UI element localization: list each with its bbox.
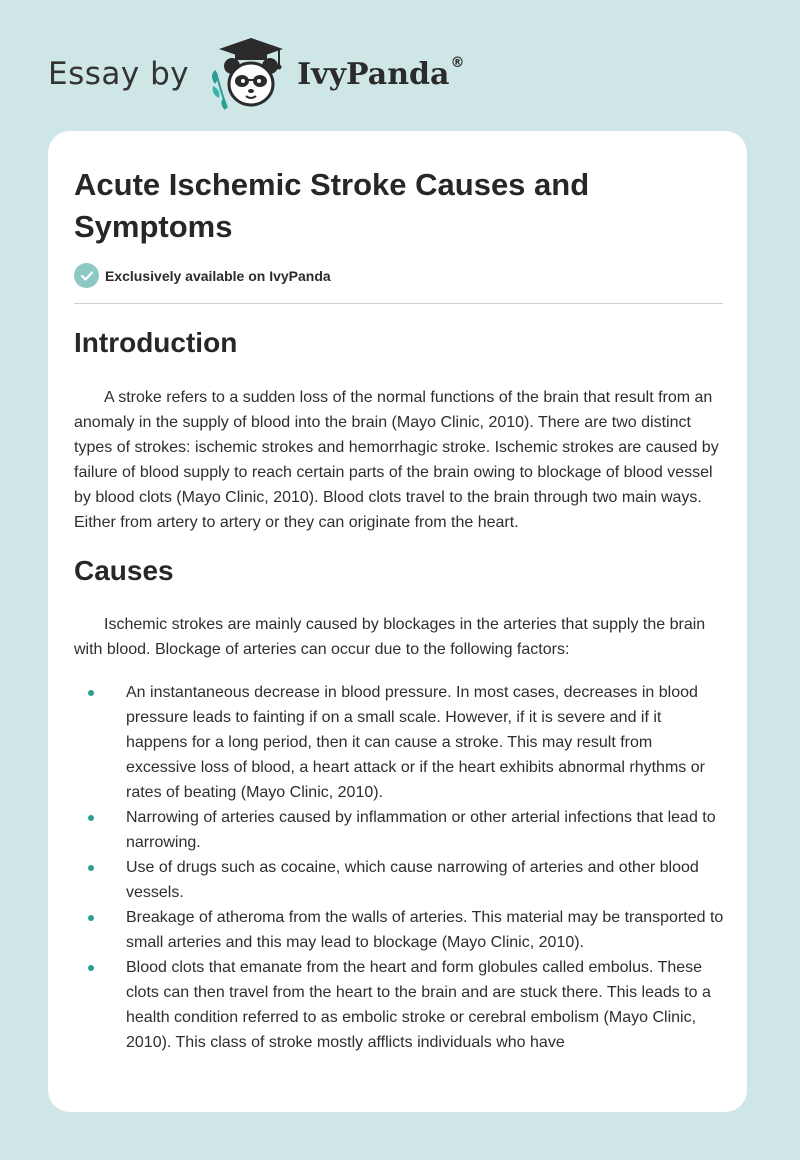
- causes-paragraph: Ischemic strokes are mainly caused by blockages in the arteries that supply the brain with blood. Blockage of arteries can occur due to the following factors:: [74, 616, 706, 658]
- section-heading-causes: Causes: [74, 555, 174, 586]
- panda-logo-icon[interactable]: [207, 36, 291, 112]
- page-title: Acute Ischemic Stroke Causes and Symptoms: [74, 167, 590, 244]
- bullet-icon: [88, 815, 94, 821]
- bullet-icon: [88, 690, 94, 696]
- causes-list: [74, 680, 724, 1055]
- bullet-icon: [88, 865, 94, 871]
- list-item: Narrowing of arteries caused by inflammation or other arterial infections that lead to narrowing.: [74, 805, 724, 855]
- introduction-paragraph: A stroke refers to a sudden loss of the normal functions of the brain that result from an anomaly in the supply of blood into the brain (Mayo Clinic, 2010). There are two distinct types of strokes: ischemic strokes and hemorrhagic stroke. Ischemic strokes are caused by failure of blood supply to reach certain parts of the brain owing to blockage of blood vessel by blood clots (Mayo Clinic, 2010). Blood clots travel to the brain through two main ways. Either from artery to artery or they can originate from the heart.: [74, 389, 719, 531]
- essay-card: [48, 131, 747, 1112]
- site-header: [48, 34, 464, 114]
- bullet-icon: [88, 915, 94, 921]
- exclusive-badge: [74, 263, 331, 288]
- list-item: Blood clots that emanate from the heart and form globules called embolus. These clots can then travel from the heart to the brain and are stuck there. This leads to a health condition referred to as embolic stroke or cerebral embolism (Mayo Clinic, 2010). This class of stroke mostly afflicts individuals who have: [74, 955, 724, 1055]
- section-heading-introduction: Introduction: [74, 327, 238, 358]
- check-icon: [74, 263, 99, 288]
- list-item: Breakage of atheroma from the walls of arteries. This material may be transported to small arteries and this may lead to blockage (Mayo Clinic, 2010).: [74, 905, 724, 955]
- list-item: Use of drugs such as cocaine, which cause narrowing of arteries and other blood vessels.: [74, 855, 724, 905]
- brand-name[interactable]: IvyPanda®: [297, 54, 465, 92]
- list-item: An instantaneous decrease in blood pressure. In most cases, decreases in blood pressure leads to fainting if on a small scale. However, if it is severe and if it happens for a long period, then it can cause a stroke. This may result from excessive loss of blood, a heart attack or if the heart exhibits abnormal rhythms or rates of beating (Mayo Clinic, 2010).: [74, 680, 724, 805]
- bullet-icon: [88, 965, 94, 971]
- divider: [74, 303, 723, 304]
- registered-mark: ®: [450, 54, 465, 71]
- essay-by-label: Essay by: [48, 56, 190, 92]
- exclusive-label: Exclusively available on IvyPanda: [105, 267, 331, 284]
